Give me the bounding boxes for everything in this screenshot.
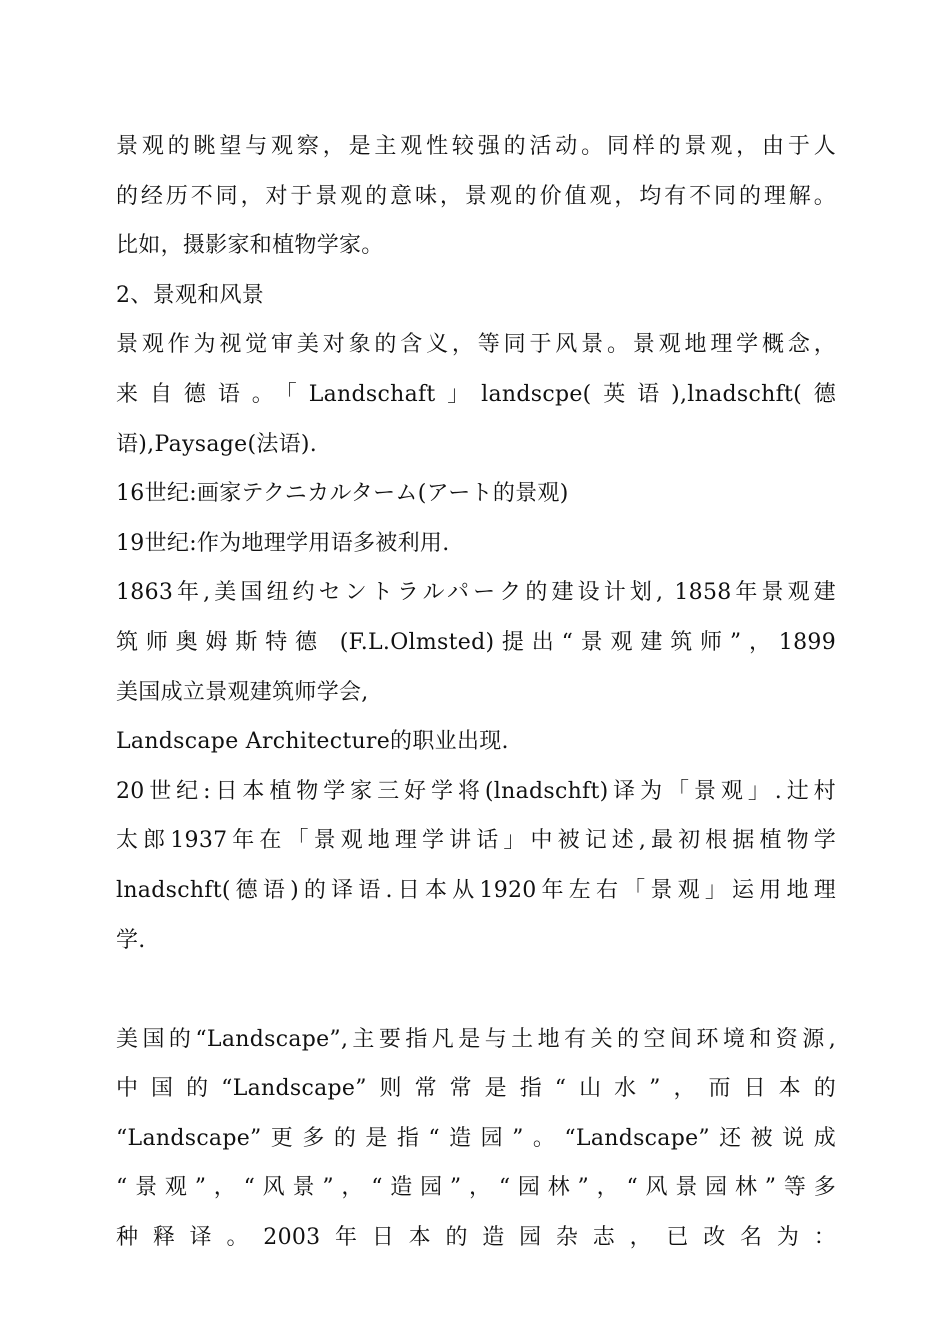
- blank-line: [116, 965, 836, 1015]
- document-body: [116, 122, 836, 1263]
- text-line: 美国成立景观建筑师学会,: [116, 679, 369, 705]
- text-line: 景观的眺望与观察，是主观性较强的活动。同样的景观，由于人: [116, 134, 836, 159]
- text-line: 语),Paysage(法语).: [116, 431, 318, 457]
- text-line: 太郎1937年在「景观地理学讲话」中被记述,最初根据植物学: [116, 828, 836, 854]
- text-line: 16世纪:画家テクニカルターム(アート的景观): [116, 481, 569, 507]
- text-line: 筑师奥姆斯特德 (F.L.Olmsted)提出“景观建筑师”，1899: [116, 629, 836, 655]
- text-line: 比如，摄影家和植物学家。: [116, 233, 384, 259]
- text-line: lnadschft(德语)的译语.日本从1920年左右「景观」运用地理: [116, 877, 836, 903]
- text-line: 的经历不同，对于景观的意味，景观的价值观，均有不同的理解。: [116, 183, 836, 209]
- text-line: 景观作为视觉审美对象的含义，等同于风景。景观地理学概念，: [116, 332, 836, 358]
- text-line: 19世纪:作为地理学用语多被利用.: [116, 530, 450, 556]
- text-line: 学.: [116, 927, 146, 953]
- text-line: Landscape Architecture的职业出现.: [116, 729, 509, 755]
- text-line: “景观”，“风景”，“造园”，“园林”，“风景园林”等多: [116, 1175, 836, 1201]
- text-line: “Landscape”更多的是指“造园”。“Landscape”还被说成: [116, 1125, 836, 1151]
- text-line: 种释译。2003年日本的造园杂志，已改名为：: [116, 1225, 836, 1251]
- text-line: 来自德语。「Landschaft」landscpe(英语),lnadschft(德: [116, 381, 836, 407]
- text-line: 中国的“Landscape”则常常是指“山水”，而日本的: [116, 1076, 836, 1102]
- text-line: 20世纪:日本植物学家三好学将(lnadschft)译为「景观」.辻村: [116, 778, 836, 804]
- section-heading: 2、景观和风景: [116, 282, 265, 308]
- text-line: 1863年,美国纽约セントラルパーク的建设计划, 1858年景观建: [116, 580, 836, 606]
- text-line: 美国的“Landscape”,主要指凡是与土地有关的空间环境和资源,: [116, 1026, 836, 1052]
